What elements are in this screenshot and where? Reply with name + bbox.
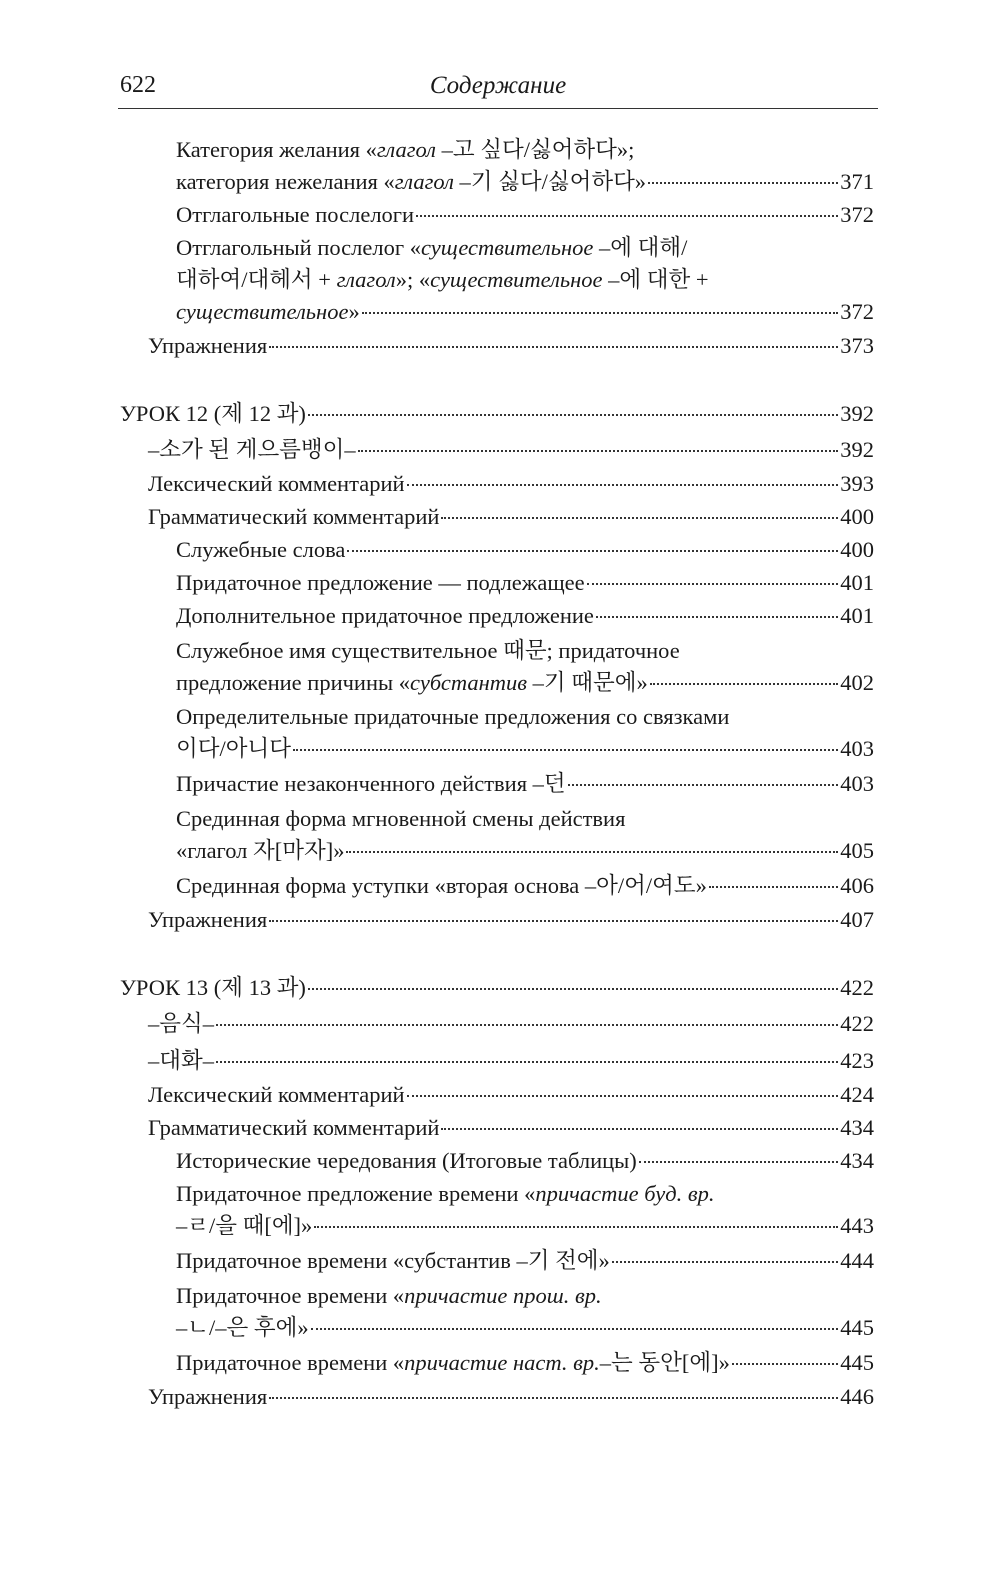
toc-page-number: 424 <box>840 1082 874 1107</box>
toc-page-number: 446 <box>840 1384 874 1409</box>
toc-entry <box>176 635 874 699</box>
dot-leader <box>732 1363 838 1365</box>
toc-entry <box>176 1178 874 1242</box>
toc-entry <box>176 803 874 867</box>
dot-leader <box>311 1328 839 1330</box>
toc-entry <box>148 904 874 936</box>
page-number: 622 <box>120 72 156 98</box>
dot-leader <box>269 920 838 922</box>
dot-leader <box>441 1128 838 1130</box>
toc-page-number: 423 <box>840 1048 874 1073</box>
toc-entry <box>176 870 874 902</box>
toc-entry-text: –대화– <box>148 1048 214 1073</box>
toc-page-number: 407 <box>840 907 874 932</box>
dot-leader <box>269 1397 838 1399</box>
toc-entry-text: Придаточное предложение времени «причастие буд. вр. <box>176 1181 715 1206</box>
toc-entry-text: Грамматический комментарий <box>148 504 440 529</box>
dot-leader <box>216 1024 838 1026</box>
dot-leader <box>596 616 838 618</box>
toc-entry-text: Служебные слова <box>176 537 346 562</box>
toc-entry-text: Упражнения <box>148 1384 268 1409</box>
toc-entry-text: УРОК 13 (제 13 과) <box>120 975 306 1000</box>
dot-leader <box>358 450 839 452</box>
toc-page-number: 393 <box>840 471 874 496</box>
toc-entry-text: 이다/아니다 <box>176 736 291 761</box>
dot-leader <box>346 851 838 853</box>
dot-leader <box>407 1095 839 1097</box>
toc-entry <box>176 199 874 231</box>
toc-entry-text: Срединная форма мгновенной смены действия <box>176 806 626 831</box>
toc-entry-text: –ㄹ/을 때[에]» <box>176 1213 313 1238</box>
toc-entry <box>148 434 874 466</box>
dot-leader <box>650 683 839 685</box>
toc-entry <box>148 1079 874 1111</box>
toc-entry-text: «глагол 자[마자]» <box>176 838 345 863</box>
dot-leader <box>216 1061 838 1063</box>
dot-leader <box>587 583 839 585</box>
toc-entry-text: Лексический комментарий <box>148 471 405 496</box>
toc-entry-text: существительное» <box>176 299 360 324</box>
toc-page-number: 401 <box>840 570 874 595</box>
dot-leader <box>308 414 838 416</box>
dot-leader <box>416 215 838 217</box>
toc-entry-text: Отглагольные послелоги <box>176 202 415 227</box>
toc-entry-text: 대하여/대헤서 + глагол»; «существительное –에 대한 + <box>176 267 709 292</box>
toc-entry <box>176 232 874 328</box>
dot-leader <box>568 784 839 786</box>
toc-entry <box>148 1112 874 1144</box>
toc-page-number: 434 <box>840 1148 874 1173</box>
toc-entry-text: Отглагольный послелог «существительное –에 대해/ <box>176 235 688 260</box>
toc-page-number: 400 <box>840 537 874 562</box>
toc-page-number: 392 <box>840 401 874 426</box>
toc-page-number: 444 <box>840 1248 874 1273</box>
toc-page-number: 403 <box>840 771 874 796</box>
toc-entry <box>176 1245 874 1277</box>
toc-page-number: 434 <box>840 1115 874 1140</box>
toc-page-number: 443 <box>840 1213 874 1238</box>
toc-page-number: 422 <box>840 975 874 1000</box>
toc-entry <box>148 501 874 533</box>
toc-page-number: 372 <box>840 299 874 324</box>
toc-entry-text: –음식– <box>148 1011 214 1036</box>
dot-leader <box>308 988 838 990</box>
toc-entry-text: УРОК 12 (제 12 과) <box>120 401 306 426</box>
toc-page-number: 403 <box>840 736 874 761</box>
toc-entry <box>176 600 874 632</box>
toc-entry-text: Придаточное времени «субстантив –기 전에» <box>176 1248 610 1273</box>
toc-entry <box>176 768 874 800</box>
toc-entry-text: Придаточное времени «причастие прош. вр. <box>176 1283 602 1308</box>
toc-entry-text: Исторические чередования (Итоговые таблицы) <box>176 1148 637 1173</box>
toc-page-number: 422 <box>840 1011 874 1036</box>
toc-entry-text: Упражнения <box>148 907 268 932</box>
dot-leader <box>648 182 838 184</box>
toc-entry-text: Грамматический комментарий <box>148 1115 440 1140</box>
toc-entry-text: Придаточное времени «причастие наст. вр.–는 동안[에]» <box>176 1350 730 1375</box>
toc-page-number: 400 <box>840 504 874 529</box>
dot-leader <box>362 312 839 314</box>
toc-entry-text: Упражнения <box>148 333 268 358</box>
toc-entry-text: –소가 된 게으름뱅이– <box>148 437 356 462</box>
toc-entry <box>120 972 874 1004</box>
dot-leader <box>441 517 838 519</box>
toc-entry <box>148 1008 874 1040</box>
toc-entry <box>176 534 874 566</box>
toc-entry <box>148 330 874 362</box>
toc-entry <box>176 1145 874 1177</box>
toc-page-number: 402 <box>840 670 874 695</box>
dot-leader <box>293 749 838 751</box>
toc-page-number: 371 <box>840 169 874 194</box>
toc-page-number: 373 <box>840 333 874 358</box>
dot-leader <box>612 1261 838 1263</box>
toc-entry-text: Определительные придаточные предложения со связками <box>176 704 730 729</box>
toc-page-number: 401 <box>840 603 874 628</box>
toc-entry <box>176 701 874 765</box>
toc-entry <box>148 1045 874 1077</box>
toc-page-number: 372 <box>840 202 874 227</box>
toc-page-number: 445 <box>840 1315 874 1340</box>
dot-leader <box>269 346 838 348</box>
toc-entry <box>176 1347 874 1379</box>
dot-leader <box>407 484 839 486</box>
dot-leader <box>639 1161 838 1163</box>
toc-page-number: 445 <box>840 1350 874 1375</box>
toc-entry-text: Причастие незаконченного действия –던 <box>176 771 566 796</box>
toc-entry <box>120 398 874 430</box>
toc-entry-text: Придаточное предложение — подлежащее <box>176 570 585 595</box>
toc-page-number: 405 <box>840 838 874 863</box>
toc-entry-text: категория нежелания «глагол –기 싫다/싫어하다» <box>176 169 647 194</box>
toc-entry-text: Лексический комментарий <box>148 1082 405 1107</box>
dot-leader <box>314 1226 838 1228</box>
dot-leader <box>709 886 838 888</box>
toc-entry-text: Служебное имя существительное 때문; придаточное <box>176 638 680 663</box>
toc-page-number: 392 <box>840 437 874 462</box>
toc-entry-text: предложение причины «субстантив –기 때문에» <box>176 670 648 695</box>
toc-entry-text: Срединная форма уступки «вторая основа –아/어/여도» <box>176 873 707 898</box>
toc-entry <box>148 468 874 500</box>
toc-entry-text: –ㄴ/–은 후에» <box>176 1315 309 1340</box>
dot-leader <box>347 550 838 552</box>
toc-entry <box>176 134 874 198</box>
toc-entry <box>176 1280 874 1344</box>
toc-page-number: 406 <box>840 873 874 898</box>
toc-entry-text: Дополнительное придаточное предложение <box>176 603 594 628</box>
running-title: Содержание <box>429 72 567 99</box>
toc-entry <box>176 567 874 599</box>
toc-entry-text: Категория желания «глагол –고 싶다/싫어하다»; <box>176 137 635 162</box>
toc-entry <box>148 1381 874 1413</box>
